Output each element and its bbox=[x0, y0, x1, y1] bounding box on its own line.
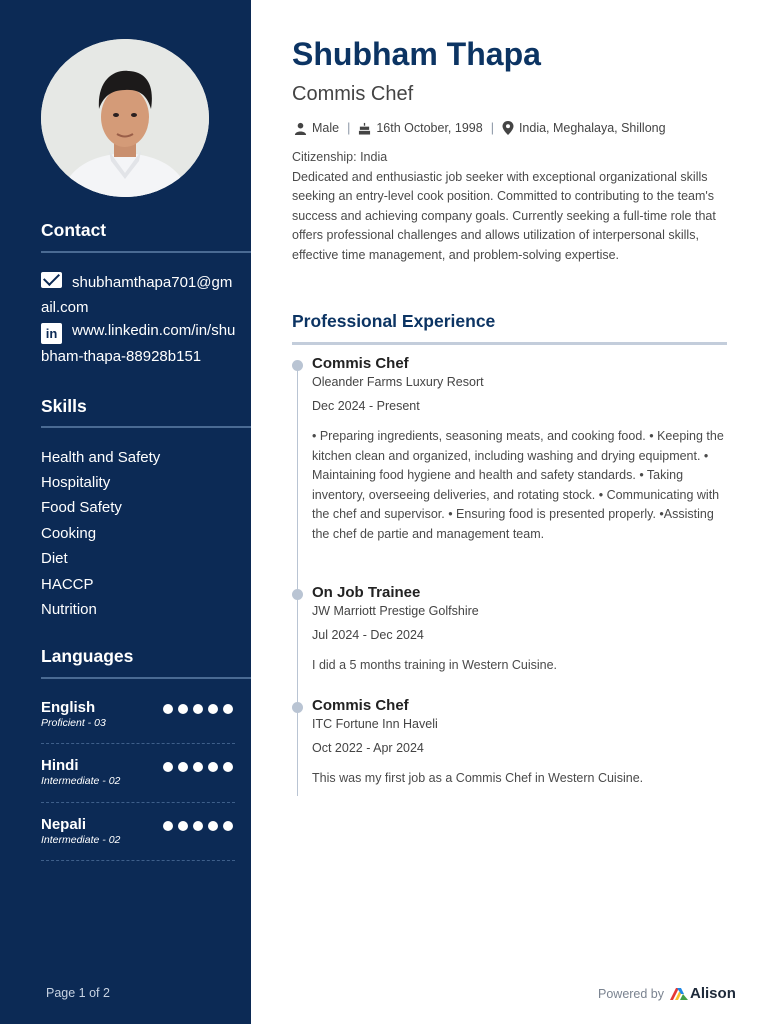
rating-dot bbox=[178, 762, 188, 772]
rating-dot bbox=[193, 762, 203, 772]
language-divider bbox=[41, 743, 235, 744]
alison-logo-icon bbox=[670, 987, 688, 1001]
job-title: On Job Trainee bbox=[312, 584, 421, 601]
skill-item: Food Safety bbox=[41, 499, 122, 516]
profile-summary bbox=[292, 148, 732, 265]
rating-dot bbox=[208, 704, 218, 714]
experience-heading: Professional Experience bbox=[292, 311, 496, 331]
rating-dot bbox=[208, 821, 218, 831]
job-dates: Jul 2024 - Dec 2024 bbox=[312, 628, 424, 642]
job-description: • Preparing ingredients, seasoning meats, and cooking food. • Keeping the kitchen clean and organized, including washing and drying equipment. • Maintaining food hygiene and health and safety standards. • Taking inventory, overseeing deliveries, and rotating stock. • Communicating with the chef and supervisor. • Ensuring food is presented properly. •Assisting the chef de partie and management team. bbox=[312, 429, 724, 541]
skill-item: HACCP bbox=[41, 576, 94, 593]
timeline-dot bbox=[292, 589, 303, 600]
job-company: JW Marriott Prestige Golfshire bbox=[312, 604, 479, 618]
skill-item: Nutrition bbox=[41, 601, 97, 618]
skill-item: Health and Safety bbox=[41, 449, 161, 466]
personal-details bbox=[294, 121, 666, 135]
rating-dot bbox=[163, 821, 173, 831]
language-rating bbox=[163, 704, 233, 714]
skills-divider bbox=[41, 426, 251, 428]
linkedin-text[interactable]: www.linkedin.com/in/shubham-thapa-88928b151 bbox=[41, 322, 236, 365]
timeline-dot bbox=[292, 702, 303, 713]
profile-photo bbox=[41, 39, 209, 197]
job-dates: Dec 2024 - Present bbox=[312, 399, 420, 413]
location-text: India, Meghalaya, Shillong bbox=[518, 121, 666, 135]
language-level: Proficient - 03 bbox=[41, 717, 106, 729]
linkedin-entry[interactable] bbox=[41, 318, 236, 369]
sidebar bbox=[0, 0, 251, 1024]
job-dates: Oct 2022 - Apr 2024 bbox=[312, 741, 424, 755]
contact-heading: Contact bbox=[41, 220, 107, 240]
skill-item: Diet bbox=[41, 550, 68, 567]
mail-icon bbox=[41, 272, 62, 288]
job-company: ITC Fortune Inn Haveli bbox=[312, 717, 438, 731]
powered-by bbox=[598, 985, 736, 1002]
location-pin-icon bbox=[502, 121, 514, 135]
job-description: This was my first job as a Commis Chef in Western Cuisine. bbox=[312, 771, 644, 785]
timeline-line bbox=[297, 362, 298, 796]
skill-item: Cooking bbox=[41, 525, 97, 542]
email-entry[interactable] bbox=[41, 270, 236, 320]
language-name: Nepali bbox=[41, 816, 87, 833]
rating-dot bbox=[193, 704, 203, 714]
birthdate-text: 16th October, 1998 bbox=[376, 121, 483, 135]
rating-dot bbox=[163, 762, 173, 772]
rating-dot bbox=[223, 821, 233, 831]
job-title: Commis Chef bbox=[312, 697, 409, 714]
alison-brand-text: Alison bbox=[690, 985, 736, 1002]
separator: | bbox=[347, 121, 351, 135]
candidate-name: Shubham Thapa bbox=[292, 36, 541, 72]
skill-item: Hospitality bbox=[41, 474, 111, 491]
rating-dot bbox=[223, 704, 233, 714]
summary-text: Dedicated and enthusiastic job seeker with exceptional organizational skills seeking an entry-level cook position. Committed to contributing to the team's success and achieving company goals. Currently seeking a full-time role that offers professional challenges and allows utilization of interpersonal skills, effective time management, and problem-solving expertise. bbox=[292, 169, 716, 262]
language-rating bbox=[163, 821, 233, 831]
timeline-dot bbox=[292, 360, 303, 371]
alison-logo[interactable] bbox=[670, 985, 736, 1002]
separator: | bbox=[490, 121, 494, 135]
language-level: Intermediate - 02 bbox=[41, 775, 121, 787]
language-divider bbox=[41, 860, 235, 861]
powered-by-text: Powered by bbox=[598, 986, 665, 1001]
person-icon bbox=[294, 122, 307, 135]
skills-heading: Skills bbox=[41, 396, 87, 416]
contact-divider bbox=[41, 251, 251, 253]
linkedin-icon: in bbox=[41, 323, 62, 344]
experience-divider bbox=[292, 342, 727, 345]
gender-text: Male bbox=[312, 121, 340, 135]
job-company: Oleander Farms Luxury Resort bbox=[312, 375, 484, 389]
language-level: Intermediate - 02 bbox=[41, 834, 121, 846]
rating-dot bbox=[178, 704, 188, 714]
language-rating bbox=[163, 762, 233, 772]
language-name: Hindi bbox=[41, 757, 79, 774]
job-title: Commis Chef bbox=[312, 355, 409, 372]
rating-dot bbox=[163, 704, 173, 714]
rating-dot bbox=[193, 821, 203, 831]
job-description: I did a 5 months training in Western Cuisine. bbox=[312, 658, 558, 672]
candidate-title: Commis Chef bbox=[292, 83, 414, 105]
languages-heading: Languages bbox=[41, 646, 134, 666]
rating-dot bbox=[208, 762, 218, 772]
languages-divider bbox=[41, 677, 251, 679]
rating-dot bbox=[223, 762, 233, 772]
email-text[interactable]: shubhamthapa701@gmail.com bbox=[41, 274, 233, 316]
cake-icon bbox=[358, 122, 371, 135]
citizenship-text: Citizenship: India bbox=[292, 150, 388, 164]
page-indicator: Page 1 of 2 bbox=[46, 986, 110, 1000]
rating-dot bbox=[178, 821, 188, 831]
main-content bbox=[251, 0, 768, 1024]
language-divider bbox=[41, 802, 235, 803]
language-name: English bbox=[41, 699, 96, 716]
